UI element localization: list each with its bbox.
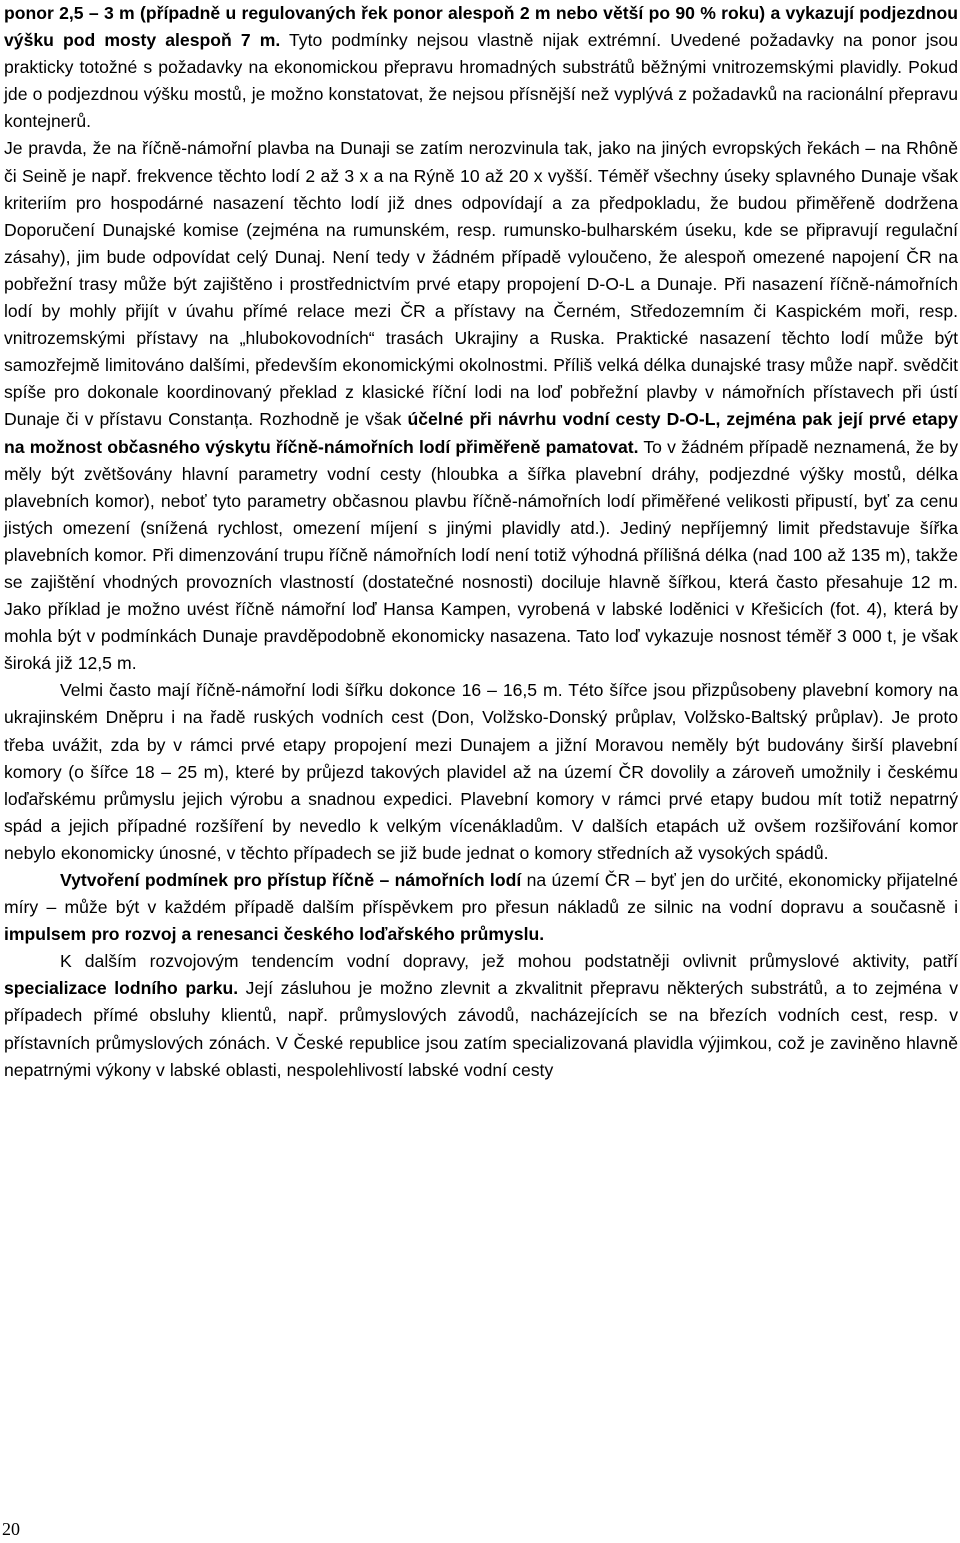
text-run: Tyto podmínky nejsou vlastně nijak extrémní. Uvedené požadavky na ponor jsou prakticky totožné s požadavky na ekonomickou přepravu hromadných substrátů běžnými vnitrozemskými plavidly. Pokud jde o podjezdnou výšku mostů, je možno konstatovat, že nejsou přísnější než vyplývá z požadavků na racionální přepravu kontejnerů.: [4, 30, 958, 132]
paragraph: [4, 677, 958, 867]
document-page: [4, 0, 958, 1084]
paragraph: [4, 948, 958, 1083]
bold-text: účelné při návrhu vodní cesty D-O-L, zejména pak její prvé etapy na možnost občasného výskytu říčně-námořních lodí přiměřeně pamatovat.: [4, 409, 958, 457]
text-run: na území ČR – byť jen do určité, ekonomicky přijatelné míry – může být v každém případě dalším příspěvkem pro přesun nákladů ze silnic na vodní dopravu a současně i: [4, 870, 958, 918]
bold-text: impulsem pro rozvoj a renesanci českého loďařského průmyslu.: [4, 924, 545, 945]
text-run: K dalším rozvojovým tendencím vodní dopravy, jež mohou podstatněji ovlivnit průmyslové aktivity, patří: [60, 951, 958, 972]
paragraph: [4, 867, 958, 948]
text-run: Její zásluhou je možno zlevnit a zkvalitnit přepravu některých substrátů, a to zejména v případech přímé obsluhy klientů, např. průmyslových závodů, nacházejících se na březích vodních cest, resp. v přístavních průmyslových zónách. V České republice jsou zatím specializovaná plavidla výjimkou, což je zaviněno hlavně nepatrnými výkony v labské oblasti, nespolehlivostí labské vodní cesty: [4, 978, 959, 1080]
bold-text: ponor 2,5 – 3 m (případně u regulovaných řek ponor alespoň 2 m nebo větší po 90 % roku) a vykazují podjezdnou výšku pod mosty alespoň 7 m.: [4, 3, 958, 51]
paragraph: [4, 135, 958, 677]
text-run: Velmi často mají říčně-námořní lodi šířku dokonce 16 – 16,5 m. Této šířce jsou přizpůsobeny plavební komory na ukrajinském Dněpru i na řadě ruských vodních cest (Don, Volžsko-Donský průplav, Volžsko-Baltský průplav). Je proto třeba uvážit, zda by v rámci prvé etapy propojení mezi Dunajem a jižní Moravou neměly být budovány širší plavební komory (o šířce 18 – 25 m), které by průjezd takových plavidel až na území ČR dovolily a zároveň umožnily i českému loďařskému průmyslu jejich výrobu a snadnou expedici. Plavební komory v rámci prvé etapy budou mít totiž nepatrný spád a jejich případné rozšíření by nevedlo k velkým vícenákladům. V dalších etapách už ovšem rozšiřování komor nebylo ekonomicky únosné, v těchto případech se již bude jednat o komory středních až vysokých spádů.: [4, 680, 958, 863]
paragraph: [4, 0, 958, 135]
text-run: To v žádném případě neznamená, že by měly být zvětšovány hlavní parametry vodní cesty (hloubka a šířka plavební dráhy, podjezdné výšky mostů, délka plavebních komor), neboť tyto parametry občasnou plavbu říčně-námořních lodí přiměřené velikosti připustí, byť za cenu jistých omezení (snížená rychlost, omezení míjení s jinými plavidly atd.). Jediný nepříjemný limit představuje šířka plavebních komor. Při dimenzování trupu říčně námořních lodí není totiž výhodná přílišná délka (nad 100 až 135 m), takže se zajištění vhodných provozních vlastností (dostatečné nosnosti) dociluje hlavně šířkou, která často přesahuje 12 m. Jako příklad je možno uvést říčně námořní loď Hansa Kampen, vyrobená v labské loděnici v Křešicích (fot. 4), která by mohla být v podmínkách Dunaje pravděpodobně ekonomicky nasazena. Tato loď vykazuje nosnost téměř 3 000 t, je však široká již 12,5 m.: [4, 436, 959, 674]
text-run: Je pravda, že na říčně-námořní plavba na Dunaji se zatím nerozvinula tak, jako na jiných evropských řekách – na Rhôně či Seině je např. frekvence těchto lodí 2 až 3 x a na Rýně 10 až 20 x vyšší. Téměř všechny úseky splavného Dunaje však kriteriím pro hospodárné nasazení těchto lodí již dnes odpovídají a za předpokladu, že budou přiměřeně dodržena Doporučení Dunajské komise (zejména na rumunském, resp. rumunsko-bulharském úseku, kde se připravují regulační zásahy), jim bude odpovídat celý Dunaj. Není tedy v žádném případě vyloučeno, že alespoň omezené napojení ČR na pobřežní trasy může být zajištěno i prostřednictvím prvé etapy propojení D-O-L a Dunaje. Při nasazení říčně-námořních lodí by mohly přijít v úvahu přímé relace mezi ČR a přístavy na Černém, Středozemním či Kaspickém moři, resp. vnitrozemskými přístavy na „hlubokovodních“ trasách Ukrajiny a Ruska. Praktické nasazení těchto lodí může být samozřejmě limitováno dalšími, především ekonomickými okolnostmi. Příliš velká délka dunajské trasy může např. svědčit spíše pro dokonale koordinovaný překlad z klasické říční lodi na loď pobřežní plavby v námořních přístavech při ústí Dunaje či v přístavu Constanța. Rozhodně je však: [4, 138, 958, 430]
page-number: 20: [2, 1519, 20, 1539]
text-body: [4, 0, 958, 1084]
bold-text: specializace lodního parku.: [4, 978, 239, 999]
bold-text: Vytvoření podmínek pro přístup říčně – námořních lodí: [60, 870, 522, 890]
